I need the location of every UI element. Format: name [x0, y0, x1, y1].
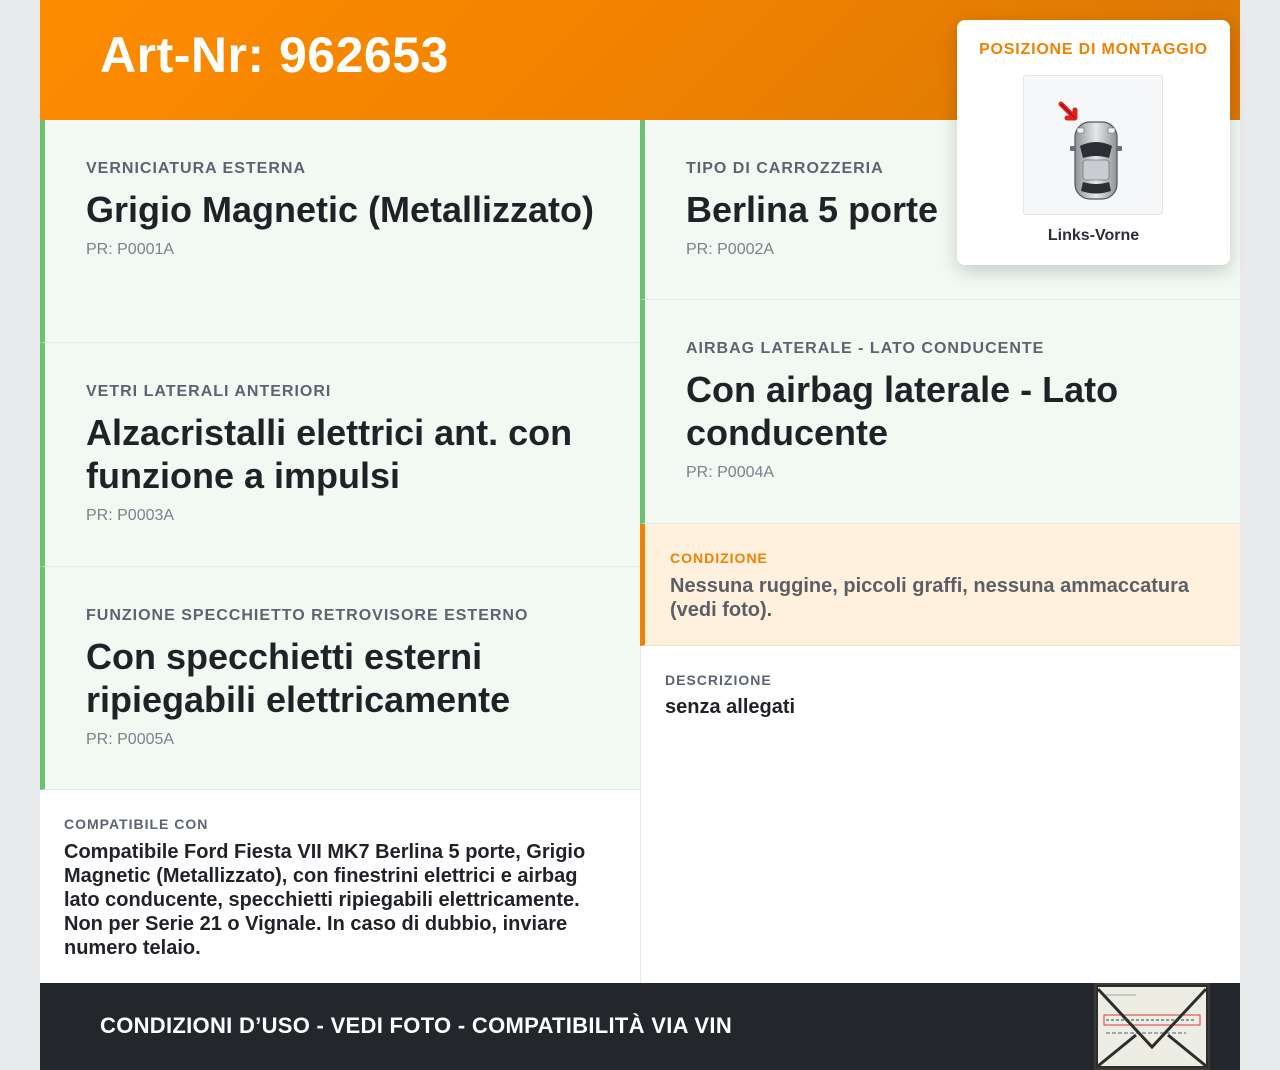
attribute-code: PR: P0002A: [686, 241, 775, 258]
mounting-position-card: [957, 20, 1230, 265]
mounting-position-title: POSIZIONE DI MONTAGGIO: [979, 41, 1208, 58]
attribute-value: Con specchietti esterni ripiegabili elettricamente: [86, 636, 511, 720]
attribute-label: VETRI LATERALI ANTERIORI: [86, 383, 332, 400]
attribute-card-mirrors: [40, 567, 640, 790]
attribute-code: PR: P0004A: [686, 464, 775, 481]
attribute-value: Con airbag laterale - Lato conducente: [686, 369, 1119, 453]
left-column: [40, 120, 640, 983]
compatibility-section: [40, 790, 640, 983]
attribute-card-windows: [40, 343, 640, 567]
attribute-code: PR: P0001A: [86, 241, 175, 258]
attribute-value: Berlina 5 porte: [686, 189, 939, 230]
attribute-code: PR: P0005A: [86, 731, 175, 748]
mounting-position-value: Links-Vorne: [1047, 227, 1140, 244]
description-text: senza allegati: [665, 696, 796, 718]
footer-bar: [40, 983, 1240, 1070]
attribute-value: Alzacristalli elettrici ant. con funzione a impulsi: [86, 412, 573, 496]
condition-text: Nessuna ruggine, piccoli graffi, nessuna ammaccatura (vedi foto).: [670, 575, 1190, 621]
envelope-document-icon: [1094, 983, 1210, 1070]
attribute-card-airbag: [640, 300, 1240, 524]
compatibility-text: Compatibile Ford Fiesta VII MK7 Berlina 5 porte, Grigio Magnetic (Metallizzato), con finestrini elettrici e airbag lato conducente, specchietti ripiegabili elettricamente. Non per Serie 21 o Vignale. In caso di dubbio, inviare numero telaio.: [64, 841, 586, 959]
compatibility-label: COMPATIBILE CON: [64, 816, 209, 832]
attribute-label: TIPO DI CARROZZERIA: [686, 160, 884, 177]
condition-box: [640, 524, 1240, 646]
attribute-code: PR: P0003A: [86, 507, 175, 524]
description-label: DESCRIZIONE: [665, 672, 772, 688]
attribute-value: Grigio Magnetic (Metallizzato): [86, 189, 595, 230]
article-number-title: Art-Nr: 962653: [100, 27, 449, 83]
car-top-view-icon: [1023, 75, 1163, 215]
attribute-label: FUNZIONE SPECCHIETTO RETROVISORE ESTERNO: [86, 607, 529, 624]
description-section: [640, 646, 1240, 983]
attribute-label: VERNICIATURA ESTERNA: [86, 160, 307, 177]
condition-label: CONDIZIONE: [670, 550, 768, 566]
footer-text: CONDIZIONI D’USO - VEDI FOTO - COMPATIBILITÀ VIA VIN: [100, 1013, 733, 1038]
attribute-card-paint: [40, 120, 640, 343]
attribute-label: AIRBAG LATERALE - LATO CONDUCENTE: [686, 340, 1045, 357]
